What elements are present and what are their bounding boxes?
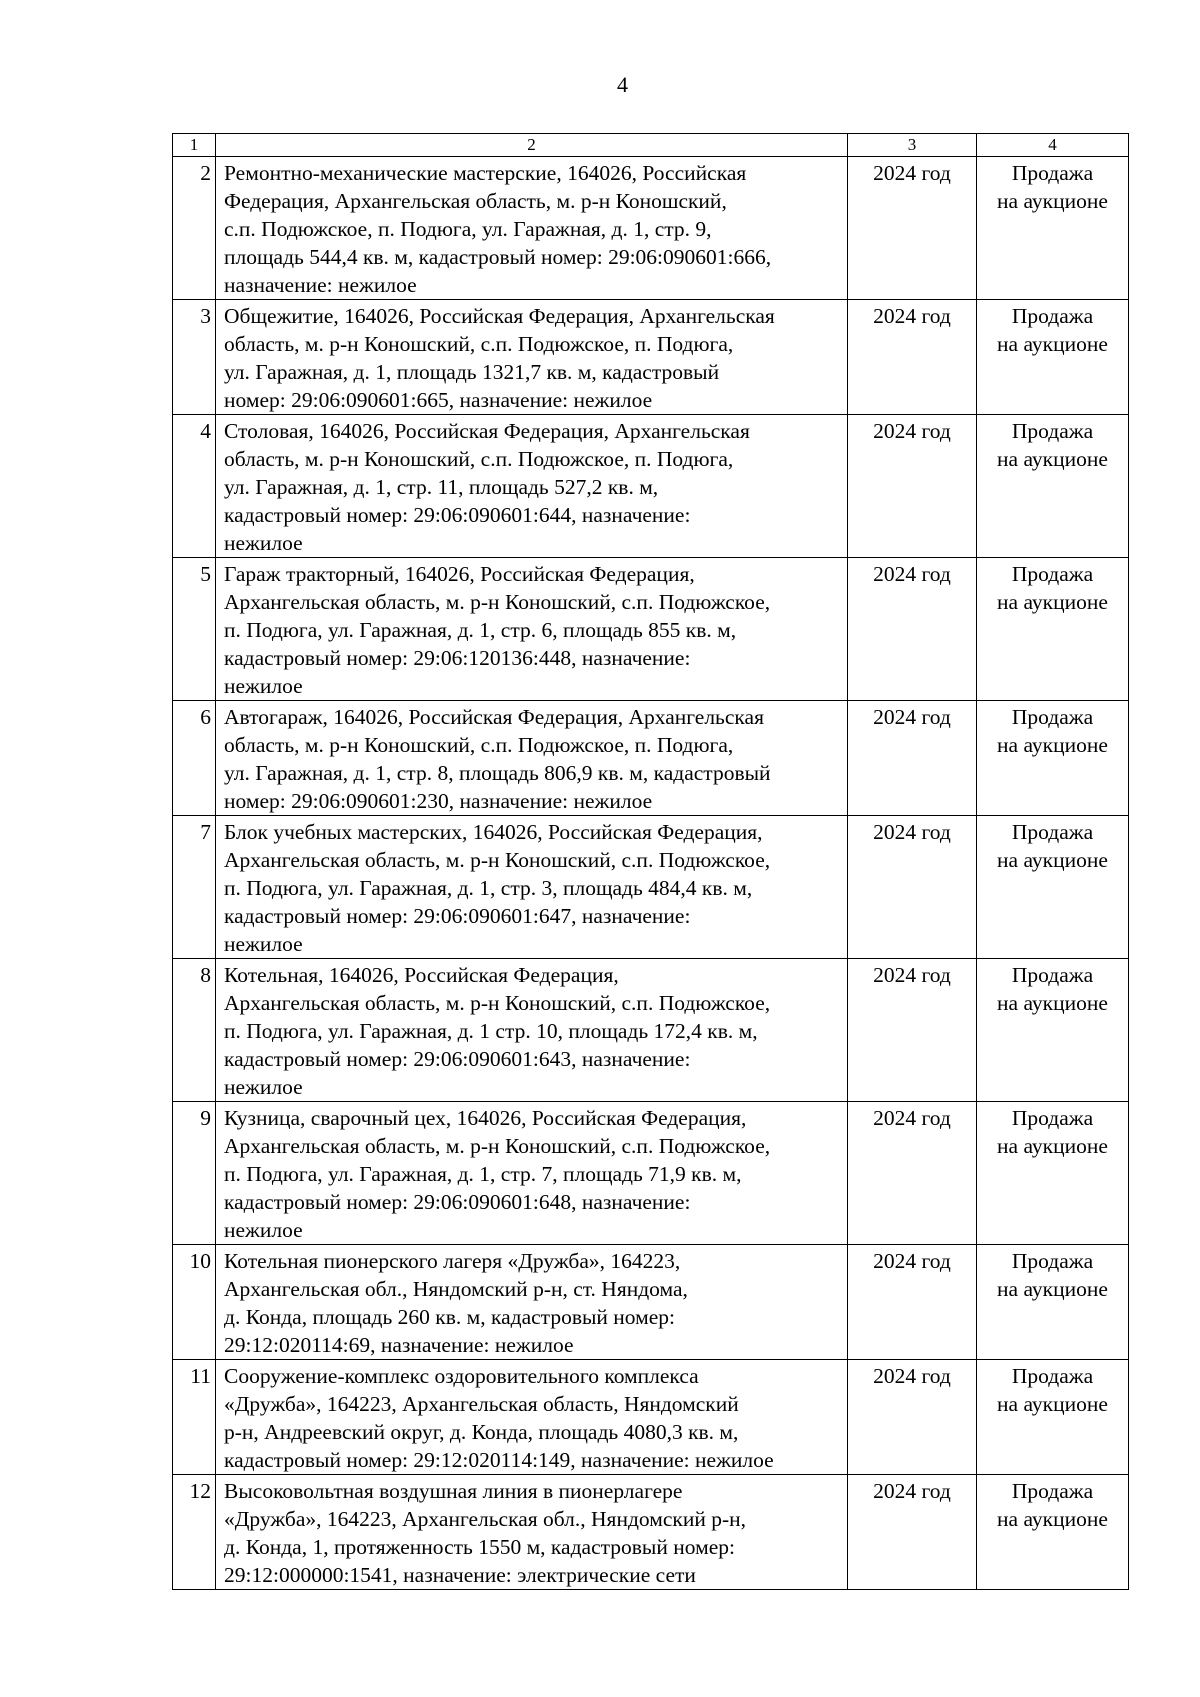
- row-status: Продажа на аукционе: [977, 816, 1129, 959]
- table-row: [173, 701, 1129, 816]
- table-row: [173, 300, 1129, 415]
- property-table: [172, 133, 1129, 1590]
- row-number: 7: [173, 816, 216, 959]
- row-status: Продажа на аукционе: [977, 558, 1129, 701]
- row-description: Сооружение-комплекс оздоровительного комплекса «Дружба», 164223, Архангельская область, Няндомский р-н, Андреевский округ, д. Конда, площадь 4080,3 кв. м, кадастровый номер: 29:12:020114:149, назначение: нежилое: [216, 1360, 848, 1475]
- row-status: Продажа на аукционе: [977, 1245, 1129, 1360]
- table-row: [173, 1245, 1129, 1360]
- row-description: Высоковольтная воздушная линия в пионерлагере «Дружба», 164223, Архангельская обл., Няндомский р-н, д. Конда, 1, протяженность 1550 м, кадастровый номер: 29:12:000000:1541, назначение: электрические сети: [216, 1475, 848, 1590]
- row-status: Продажа на аукционе: [977, 1360, 1129, 1475]
- row-description: Ремонтно-механические мастерские, 164026, Российская Федерация, Архангельская область, м. р-н Коношский, с.п. Подюжское, п. Подюга, ул. Гаражная, д. 1, стр. 9, площадь 544,4 кв. м, кадастровый номер: 29:06:090601:666, назначение: нежилое: [216, 157, 848, 300]
- row-number: 10: [173, 1245, 216, 1360]
- row-description: Блок учебных мастерских, 164026, Российская Федерация, Архангельская область, м. р-н Коношский, с.п. Подюжское, п. Подюга, ул. Гаражная, д. 1, стр. 3, площадь 484,4 кв. м, кадастровый номер: 29:06:090601:647, назначение: нежилое: [216, 816, 848, 959]
- row-status: Продажа на аукционе: [977, 300, 1129, 415]
- row-description: Кузница, сварочный цех, 164026, Российская Федерация, Архангельская область, м. р-н Коношский, с.п. Подюжское, п. Подюга, ул. Гаражная, д. 1, стр. 7, площадь 71,9 кв. м, кадастровый номер: 29:06:090601:648, назначение: нежилое: [216, 1102, 848, 1245]
- row-status: Продажа на аукционе: [977, 701, 1129, 816]
- row-year: 2024 год: [848, 816, 977, 959]
- header-col-1: 1: [173, 134, 216, 157]
- row-number: 3: [173, 300, 216, 415]
- table-row: [173, 415, 1129, 558]
- row-number: 8: [173, 959, 216, 1102]
- row-status: Продажа на аукционе: [977, 157, 1129, 300]
- row-year: 2024 год: [848, 1245, 977, 1360]
- row-status: Продажа на аукционе: [977, 1475, 1129, 1590]
- table-row: [173, 558, 1129, 701]
- row-year: 2024 год: [848, 959, 977, 1102]
- header-col-2: 2: [216, 134, 848, 157]
- row-number: 5: [173, 558, 216, 701]
- row-description: Общежитие, 164026, Российская Федерация, Архангельская область, м. р-н Коношский, с.п. Подюжское, п. Подюга, ул. Гаражная, д. 1, площадь 1321,7 кв. м, кадастровый номер: 29:06:090601:665, назначение: нежилое: [216, 300, 848, 415]
- row-year: 2024 год: [848, 701, 977, 816]
- row-year: 2024 год: [848, 157, 977, 300]
- row-status: Продажа на аукционе: [977, 959, 1129, 1102]
- table-row: [173, 1360, 1129, 1475]
- row-number: 12: [173, 1475, 216, 1590]
- table-header-row: [173, 134, 1129, 157]
- row-status: Продажа на аукционе: [977, 415, 1129, 558]
- row-description: Столовая, 164026, Российская Федерация, Архангельская область, м. р-н Коношский, с.п. Подюжское, п. Подюга, ул. Гаражная, д. 1, стр. 11, площадь 527,2 кв. м, кадастровый номер: 29:06:090601:644, назначение: нежилое: [216, 415, 848, 558]
- row-year: 2024 год: [848, 300, 977, 415]
- table-row: [173, 157, 1129, 300]
- table-row: [173, 959, 1129, 1102]
- row-year: 2024 год: [848, 1475, 977, 1590]
- row-number: 6: [173, 701, 216, 816]
- page-number: 4: [617, 72, 628, 97]
- table-row: [173, 1475, 1129, 1590]
- row-number: 9: [173, 1102, 216, 1245]
- row-number: 2: [173, 157, 216, 300]
- row-description: Автогараж, 164026, Российская Федерация, Архангельская область, м. р-н Коношский, с.п. Подюжское, п. Подюга, ул. Гаражная, д. 1, стр. 8, площадь 806,9 кв. м, кадастровый номер: 29:06:090601:230, назначение: нежилое: [216, 701, 848, 816]
- row-number: 11: [173, 1360, 216, 1475]
- row-description: Котельная, 164026, Российская Федерация, Архангельская область, м. р-н Коношский, с.п. Подюжское, п. Подюга, ул. Гаражная, д. 1 стр. 10, площадь 172,4 кв. м, кадастровый номер: 29:06:090601:643, назначение: нежилое: [216, 959, 848, 1102]
- header-col-4: 4: [977, 134, 1129, 157]
- row-year: 2024 год: [848, 558, 977, 701]
- table-row: [173, 816, 1129, 959]
- header-col-3: 3: [848, 134, 977, 157]
- table-row: [173, 1102, 1129, 1245]
- row-year: 2024 год: [848, 1102, 977, 1245]
- row-description: Гараж тракторный, 164026, Российская Федерация, Архангельская область, м. р-н Коношский, с.п. Подюжское, п. Подюга, ул. Гаражная, д. 1, стр. 6, площадь 855 кв. м, кадастровый номер: 29:06:120136:448, назначение: нежилое: [216, 558, 848, 701]
- row-number: 4: [173, 415, 216, 558]
- row-status: Продажа на аукционе: [977, 1102, 1129, 1245]
- row-year: 2024 год: [848, 1360, 977, 1475]
- row-description: Котельная пионерского лагеря «Дружба», 164223, Архангельская обл., Няндомский р-н, ст. Няндома, д. Конда, площадь 260 кв. м, кадастровый номер: 29:12:020114:69, назначение: нежилое: [216, 1245, 848, 1360]
- row-year: 2024 год: [848, 415, 977, 558]
